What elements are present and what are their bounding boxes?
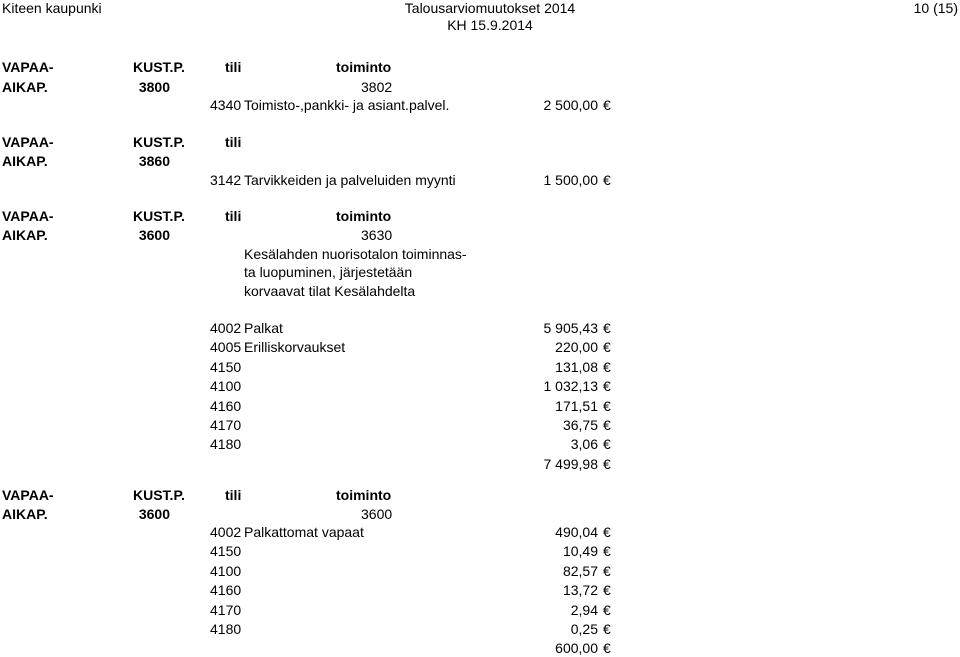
- col-label-vapaa: VAPAA-: [2, 487, 54, 503]
- col-label-toiminto: toiminto: [336, 59, 392, 75]
- col-label-aikap: AIKAP.: [2, 79, 48, 95]
- kustp-value: 3860: [138, 153, 170, 169]
- currency-symbol: €: [603, 621, 611, 637]
- kustp-value: 3600: [138, 227, 170, 243]
- tili-value: 4150: [210, 358, 242, 375]
- tili-value: 4170: [210, 601, 242, 618]
- row-amount: 171,51: [555, 397, 598, 414]
- tili-value: 4160: [210, 582, 242, 599]
- note-line: Kesälahden nuorisotalon toiminnas-: [244, 246, 467, 262]
- row-amount: 5 905,43: [543, 320, 598, 336]
- row-amount: 13,72: [562, 582, 598, 599]
- row-desc: Toimisto-,pankki- ja asiant.palvel.: [244, 97, 450, 113]
- row-amount: 490,04: [555, 524, 598, 540]
- currency-symbol: €: [603, 562, 611, 579]
- currency-symbol: €: [603, 543, 611, 560]
- currency-symbol: €: [603, 582, 611, 599]
- row-amount: 82,57: [562, 562, 598, 579]
- col-label-tili: tili: [225, 487, 242, 503]
- currency-symbol: €: [603, 397, 611, 414]
- col-label-vapaa: VAPAA-: [2, 134, 54, 150]
- currency-symbol: €: [603, 339, 611, 356]
- tili-value: 4002: [210, 320, 242, 336]
- page-number: 10 (15): [913, 0, 958, 16]
- currency-symbol: €: [603, 358, 611, 375]
- doc-title: Talousarviomuutokset 2014: [404, 0, 576, 16]
- col-label-toiminto: toiminto: [336, 487, 392, 503]
- col-label-aikap: AIKAP.: [2, 227, 48, 243]
- kustp-value: 3600: [138, 506, 170, 522]
- col-label-aikap: AIKAP.: [2, 506, 48, 522]
- col-label-tili: tili: [225, 134, 242, 150]
- currency-symbol: €: [603, 455, 611, 472]
- row-amount: 220,00: [555, 339, 598, 356]
- col-label-kustp: KUST.P.: [133, 134, 185, 150]
- tili-value: 4340: [210, 97, 242, 113]
- col-label-aikap: AIKAP.: [2, 153, 48, 169]
- col-label-kustp: KUST.P.: [133, 59, 185, 75]
- currency-symbol: €: [603, 378, 611, 395]
- col-label-vapaa: VAPAA-: [2, 59, 54, 75]
- toiminto-value: 3802: [361, 79, 393, 95]
- col-label-tili: tili: [225, 59, 242, 75]
- tili-value: 4100: [210, 562, 242, 579]
- row-desc: Erilliskorvaukset: [244, 339, 346, 356]
- row-desc: Tarvikkeiden ja palveluiden myynti: [244, 172, 456, 188]
- tili-value: 4002: [210, 524, 242, 540]
- row-amount: 36,75: [562, 417, 598, 433]
- tili-value: 4005: [210, 339, 242, 356]
- section-total: 7 499,98: [543, 455, 598, 472]
- kustp-value: 3800: [138, 79, 170, 95]
- row-amount: 10,49: [562, 543, 598, 560]
- currency-symbol: €: [603, 524, 611, 540]
- row-amount: 1 032,13: [543, 378, 598, 395]
- note-line: ta luopuminen, järjestetään: [244, 264, 413, 280]
- toiminto-value: 3600: [361, 506, 393, 522]
- row-amount: 131,08: [555, 358, 598, 375]
- tili-value: 3142: [210, 172, 242, 188]
- toiminto-value: 3630: [361, 227, 393, 243]
- org-name: Kiteen kaupunki: [2, 0, 102, 16]
- currency-symbol: €: [603, 601, 611, 618]
- row-amount: 3,06: [570, 436, 598, 453]
- col-label-kustp: KUST.P.: [133, 487, 185, 503]
- doc-date: KH 15.9.2014: [447, 17, 533, 33]
- currency-symbol: €: [603, 97, 611, 113]
- tili-value: 4150: [210, 543, 242, 560]
- currency-symbol: €: [603, 436, 611, 453]
- tili-value: 4100: [210, 378, 242, 395]
- row-amount: 1 500,00: [543, 172, 598, 188]
- row-amount: 2 500,00: [543, 97, 598, 113]
- section-total: 600,00: [555, 640, 598, 657]
- row-amount: 2,94: [570, 601, 598, 618]
- row-desc: Palkattomat vapaat: [244, 524, 364, 540]
- col-label-toiminto: toiminto: [336, 208, 392, 224]
- currency-symbol: €: [603, 417, 611, 433]
- col-label-tili: tili: [225, 208, 242, 224]
- currency-symbol: €: [603, 320, 611, 336]
- col-label-kustp: KUST.P.: [133, 208, 185, 224]
- tili-value: 4160: [210, 397, 242, 414]
- row-amount: 0,25: [570, 621, 598, 637]
- currency-symbol: €: [603, 172, 611, 188]
- row-desc: Palkat: [244, 320, 283, 336]
- currency-symbol: €: [603, 640, 611, 657]
- tili-value: 4170: [210, 417, 242, 433]
- tili-value: 4180: [210, 436, 242, 453]
- note-line: korvaavat tilat Kesälahdelta: [244, 283, 416, 299]
- col-label-vapaa: VAPAA-: [2, 208, 54, 224]
- tili-value: 4180: [210, 621, 242, 637]
